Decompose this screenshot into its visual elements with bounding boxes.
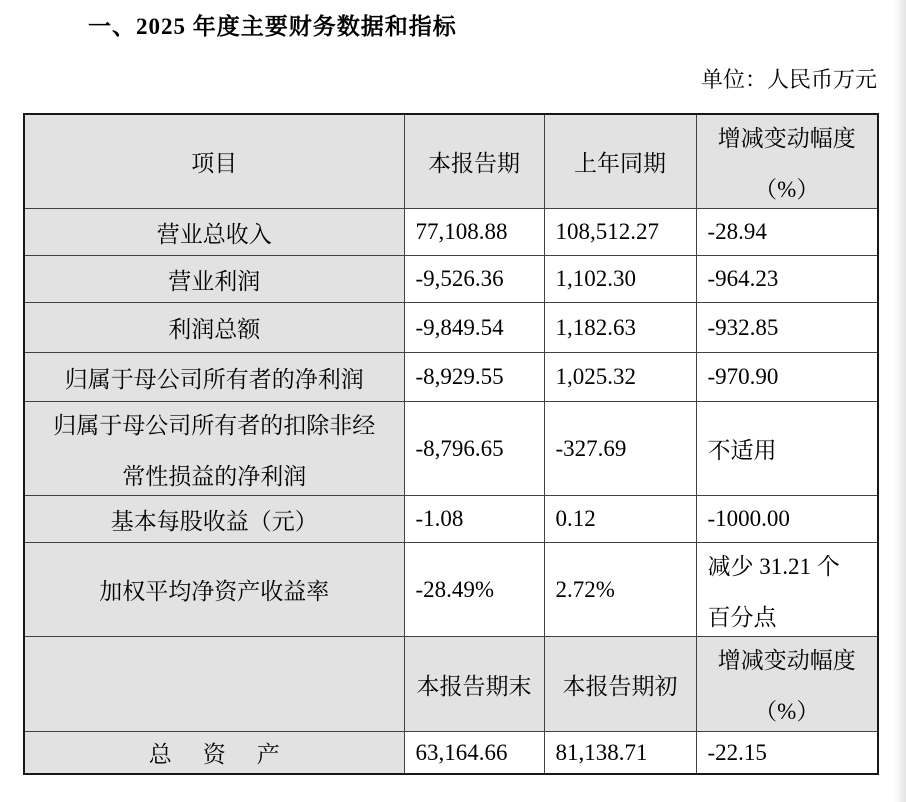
prior-value-cell: 108,512.27 [544, 209, 696, 256]
table-header-row-bottom [24, 637, 878, 732]
current-value-cell: 63,164.66 [404, 732, 544, 774]
prior-value-cell: 1,182.63 [544, 303, 696, 353]
section-title: 一、2025 年度主要财务数据和指标 [88, 14, 457, 39]
prior-value-cell: 81,138.71 [544, 732, 696, 774]
prior-value-cell: 1,102.30 [544, 256, 696, 303]
table-row-weighted-avg-roe [24, 543, 878, 637]
change-value-cell: -1000.00 [696, 496, 878, 543]
header-change-cell [696, 114, 878, 209]
table-row-operating-profit [24, 256, 878, 303]
header-change-line1: 增减变动幅度 [717, 648, 856, 674]
change-value-cell: -970.90 [696, 353, 878, 402]
change-value-cell: -28.94 [696, 209, 878, 256]
row-label-cell: 营业总收入 [24, 209, 404, 256]
table-row-net-profit-parent [24, 353, 878, 402]
current-value-cell: -28.49% [404, 543, 544, 637]
row-label-line2: 常性损益的净利润 [122, 463, 307, 489]
table-row-total-profit [24, 303, 878, 353]
page-edge-shadow [894, 0, 906, 802]
change-value-cell: 不适用 [696, 402, 878, 496]
row-label-cell: 基本每股收益（元） [24, 496, 404, 543]
header-period-end-cell: 本报告期末 [404, 637, 544, 732]
header-period-start-cell: 本报告期初 [544, 637, 696, 732]
unit-label: 单位：人民币万元 [700, 66, 877, 92]
current-value-cell: -9,526.36 [404, 256, 544, 303]
header-item-cell [24, 637, 404, 732]
header-change-line2: （%） [754, 176, 820, 202]
prior-value-cell: -327.69 [544, 402, 696, 496]
row-label-line1: 归属于母公司所有者的扣除非经 [53, 412, 376, 438]
row-label-cell: 总 资 产 [24, 732, 404, 774]
row-label-cell: 加权平均净资产收益率 [24, 543, 404, 637]
change-value-cell: -964.23 [696, 256, 878, 303]
prior-value-cell: 0.12 [544, 496, 696, 543]
header-change-line2: （%） [754, 699, 820, 725]
prior-value-cell: 1,025.32 [544, 353, 696, 402]
current-value-cell: 77,108.88 [404, 209, 544, 256]
change-value-line2: 百分点 [707, 604, 777, 630]
current-value-cell: -1.08 [404, 496, 544, 543]
header-prior-period-cell: 上年同期 [544, 114, 696, 209]
change-value-cell: -932.85 [696, 303, 878, 353]
table-row-basic-eps [24, 496, 878, 543]
table-row-net-profit-excl-nonrecurring [24, 402, 878, 496]
header-item-cell: 项目 [24, 114, 404, 209]
row-label-cell [24, 402, 404, 496]
table-row-total-assets [24, 732, 878, 774]
header-change-cell [696, 637, 878, 732]
change-value-cell: -22.15 [696, 732, 878, 774]
financial-table [23, 113, 879, 775]
table-header-row-top [24, 114, 878, 209]
current-value-cell: -8,929.55 [404, 353, 544, 402]
row-label-cell: 营业利润 [24, 256, 404, 303]
change-value-cell [696, 543, 878, 637]
current-value-cell: -9,849.54 [404, 303, 544, 353]
row-label-cell: 利润总额 [24, 303, 404, 353]
current-value-cell: -8,796.65 [404, 402, 544, 496]
header-change-line1: 增减变动幅度 [717, 125, 856, 151]
table-row-total-revenue [24, 209, 878, 256]
row-label-cell: 归属于母公司所有者的净利润 [24, 353, 404, 402]
change-value-line1: 减少 31.21 个 [707, 553, 840, 579]
header-current-period-cell: 本报告期 [404, 114, 544, 209]
prior-value-cell: 2.72% [544, 543, 696, 637]
